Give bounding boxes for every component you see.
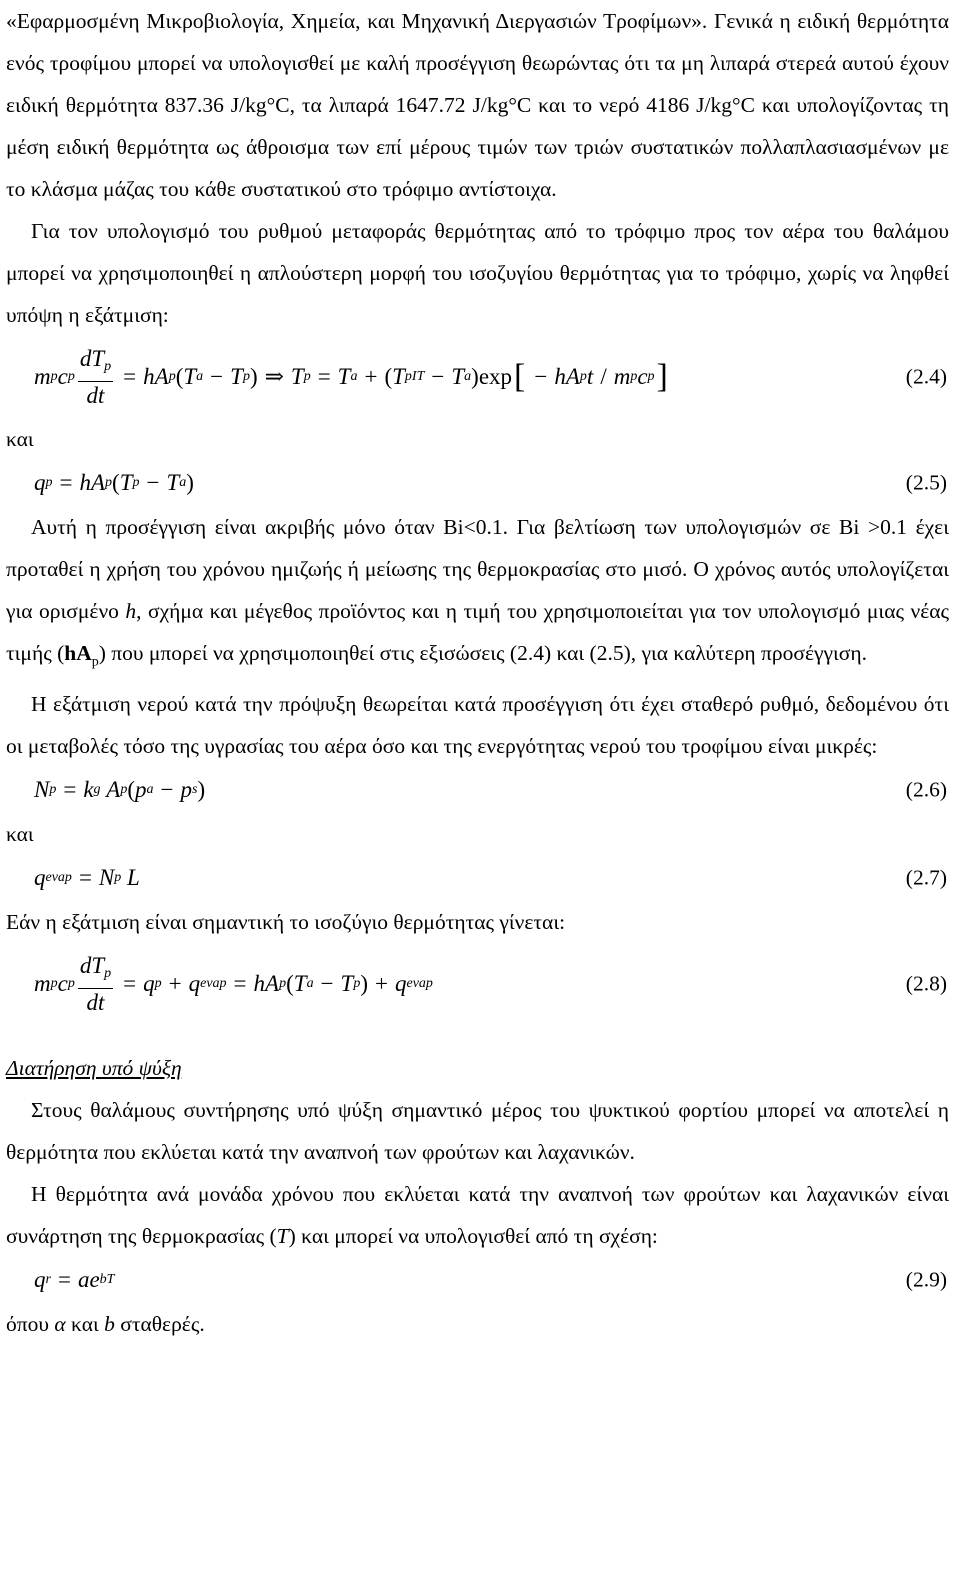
equation-number: (2.5) <box>905 470 947 495</box>
equation-number: (2.6) <box>905 777 947 802</box>
equation-2-8: m p c p $\frac{dT_p}{dt}$ = q p + q evap = hA p ( T a − T p ) + q evap (2.8) <box>34 952 947 1015</box>
equation-number: (2.4) <box>905 364 947 389</box>
paragraph-evaporation-balance: Εάν η εξάτμιση είναι σημαντική το ισοζύγιο θερμότητας γίνεται: <box>6 910 566 935</box>
equation-2-7: q evap = N p L (2.7) <box>34 865 947 891</box>
equation-2-6: N p = k g A p ( p a − p s ) (2.6) <box>34 777 947 803</box>
paragraph-biot-approximation: Αυτή η προσέγγιση είναι ακριβής μόνο όταν Bi<0.1. Για βελτίωση των υπολογισμών σε Bi >0.1 έχει προταθεί η χρήση του χρόνου ημιζωής ή μείωσης της θερμοκρασίας στο μισό. Ο χρόνος αυτός υπολογίζεται για ορισμένο h, σχήμα και μέγεθος προϊόντος και η τιμή του χρησιμοποιείται για τον υπολογισμό μιας νέας τιμής $(hA_p)$ που μπορεί να χρησιμοποιηθεί στις εξισώσεις (2.4) και (2.5), για καλύτερη προσέγγιση. <box>6 515 949 670</box>
paragraph-specific-heat: «Εφαρμοσμένη Μικροβιολογία, Χημεία, και Μηχανική Διεργασιών Τροφίμων». Γενικά η ειδική θερμότητα ενός τροφίμου μπορεί να υπολογισθεί με καλή προσέγγιση θεωρώντας ότι τα μη λιπαρά στερεά αυτού έχουν ειδική θερμότητα 837.36 J/kg°C, τα λιπαρά 1647.72 J/kg°C και το νερό 4186 J/kg°C και υπολογίζοντας τη μέση ειδική θερμότητα ως άθροισμα των επί μέρους τιμών των τριών συστατικών πολλαπλασιασμένων με το κλάσμα μάζας του κάθε συστατικού στο τρόφιμο αντίστοιχα. <box>6 9 949 201</box>
paragraph-evaporation: Η εξάτμιση νερού κατά την πρόψυξη θεωρείται κατά προσέγγιση ότι έχει σταθερό ρυθμό, δεδομένου ότι οι μεταβολές τόσο της υγρασίας του αέρα όσο και της ενεργότητας νερού του τροφίμου είναι μικρές: <box>6 692 949 759</box>
paragraph-heat-transfer: Για τον υπολογισμό του ρυθμού μεταφοράς θερμότητας από το τρόφιμο προς τον αέρα του θαλάμου μπορεί να χρησιμοποιηθεί η απλούστερη μορφή του ισοζυγίου θερμότητας για το τρόφιμο, χωρίς να ληφθεί υπόψη η εξάτμιση: <box>6 219 949 327</box>
equation-2-5: q p = hA p ( T p − T a ) (2.5) <box>34 470 947 495</box>
equation-number: (2.8) <box>905 971 947 996</box>
paragraph-cold-storage: Στους θαλάμους συντήρησης υπό ψύξη σημαντικό μέρος του ψυκτικού φορτίου μπορεί να αποτελεί η θερμότητα που εκλύεται κατά την αναπνοή των φρούτων και λαχανικών. <box>6 1098 949 1165</box>
equation-2-4: m p c p $\frac{dT_p}{dt}$ = hA p ( T a − T p ) ⇒ T p = T a + ( T pIT − T a ) exp [ − hA p t / m p c p ] (2.4) <box>34 345 947 408</box>
equation-number: (2.9) <box>905 1267 947 1292</box>
equation-number: (2.7) <box>905 865 947 890</box>
equation-2-9: q r = ae bT (2.9) <box>34 1267 947 1293</box>
connector-text: και <box>6 427 34 451</box>
section-heading: Διατήρηση υπό ψύξη <box>6 1056 182 1081</box>
connector-text: και <box>6 822 34 847</box>
paragraph-constants: όπου α και b σταθερές. <box>6 1312 205 1337</box>
paragraph-respiration-heat: Η θερμότητα ανά μονάδα χρόνου που εκλύεται κατά την αναπνοή των φρούτων και λαχανικών είναι συνάρτηση της θερμοκρασίας (T) και μπορεί να υπολογισθεί από τη σχέση: <box>6 1182 949 1249</box>
